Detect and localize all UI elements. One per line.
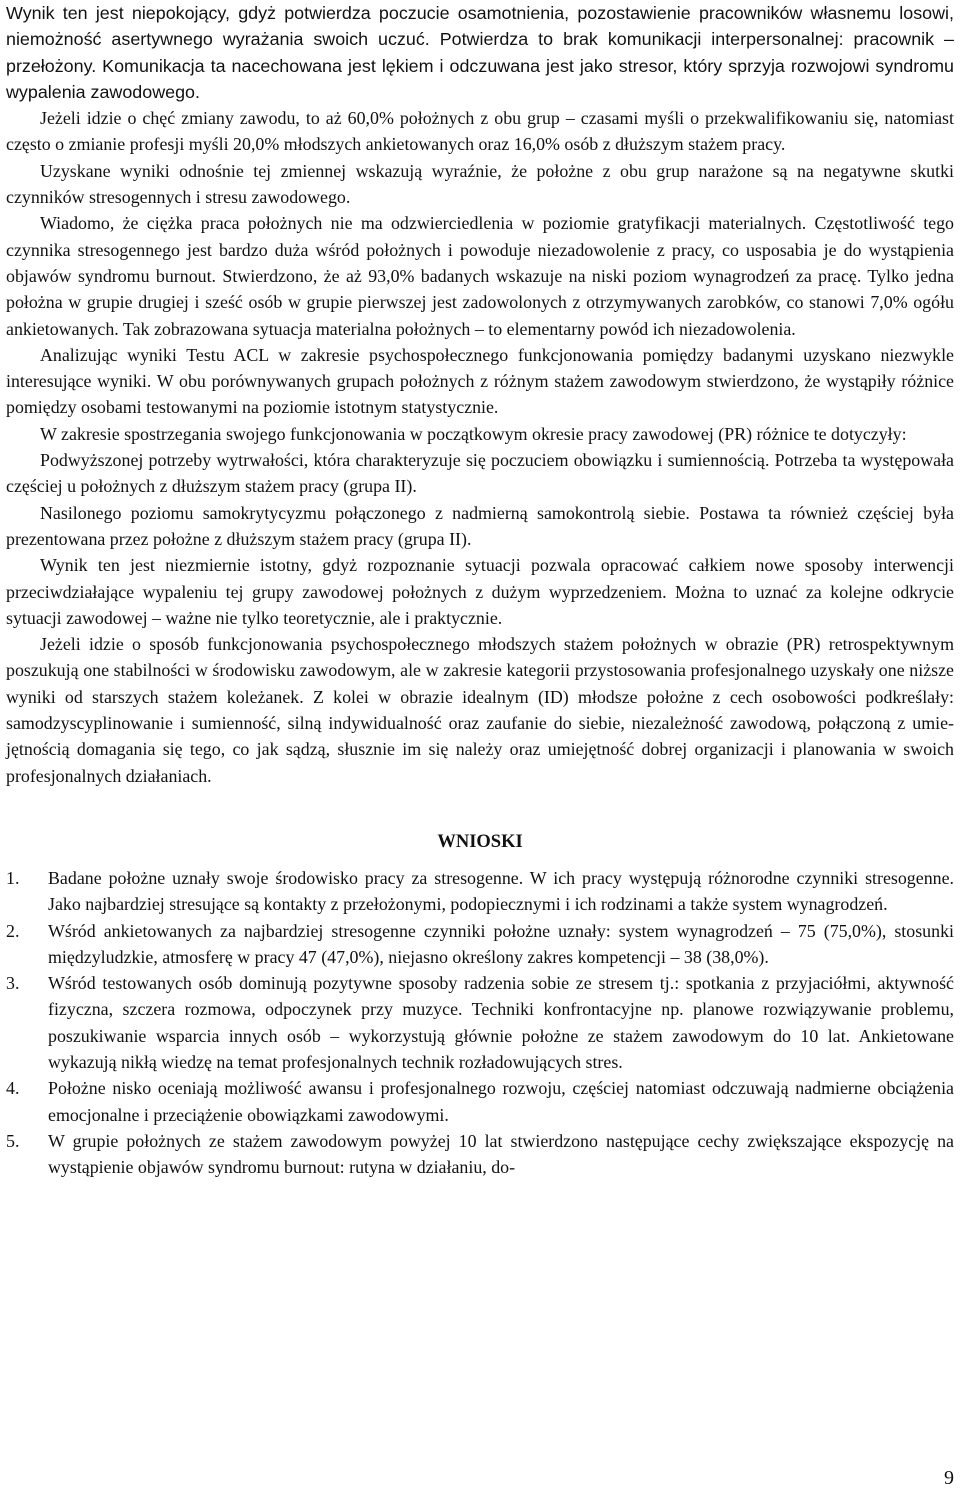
paragraph: Wynik ten jest niezmiernie istotny, gdyż rozpoznanie sytuacji pozwala opracować całkiem nowe sposoby interwencji przeciwdziałające wypaleniu tej grupy zawodowej położnych z dużym wyprzedzeniem. Można to uznać za kolejne odkrycie sytuacji zawodowej – ważne nie tylko teoretycznie, ale i praktycznie. bbox=[6, 555, 954, 628]
list-number: 1. bbox=[6, 867, 20, 888]
page-number: 9 bbox=[944, 1467, 954, 1489]
list-item-text: W grupie położnych ze stażem zawodowym powyżej 10 lat stwierdzono następujące cechy zwiększające ekspozycję na wystąpienie objawów syndromu burnout: rutyna w działaniu, do- bbox=[48, 1130, 954, 1178]
list-number: 2. bbox=[6, 920, 20, 941]
list-item bbox=[6, 970, 954, 1075]
paragraph: Nasilonego poziomu samokrytycyzmu połączonego z nadmierną samokontrolą siebie. Postawa ta również częściej była prezentowana przez położne z dłuższym stażem pracy (grupa II). bbox=[6, 502, 954, 549]
paragraph: Jeżeli idzie o chęć zmiany zawodu, to aż 60,0% położnych z obu grup – czasami myśli o przekwalifikowaniu się, natomiast często o zmianie profesji myśli 20,0% młodszych ankietowanych oraz 16,0% osób z dłuższym stażem pracy. bbox=[6, 108, 954, 155]
list-item-text: Wśród ankietowanych za najbardziej stresogenne czynniki położne uznały: system wynagrodzeń – 75 (75,0%), stosunki międzyludzkie, atmosferę w pracy 47 (47,0%), niejasno określony zakres kompetencji – 38 (38,0%). bbox=[48, 920, 954, 967]
section-heading: WNIOSKI bbox=[437, 831, 523, 852]
paragraph: Analizując wyniki Testu ACL w zakresie psychospołecznego funkcjonowania pomiędzy badanymi uzyskano niezwykle interesujące wyniki. W obu porównywanych grupach położnych z różnym stażem zawodowym stwierdzono, że wystąpiły różnice pomiędzy osobami testowanymi na poziomie istotnym statystycznie. bbox=[6, 344, 954, 418]
list-number: 4. bbox=[6, 1078, 20, 1099]
list-item-text: Położne nisko oceniają możliwość awansu i profesjonalnego rozwoju, częściej natomiast odczuwają nadmierne obciążenia emocjonalne i przeciążenie obowiązkami zawodowymi. bbox=[48, 1078, 954, 1125]
list-number: 5. bbox=[6, 1130, 20, 1151]
list-item bbox=[6, 1075, 954, 1128]
list-item-text: Wśród testowanych osób dominują pozytywne sposoby radzenia sobie ze stresem tj.: spotkania z przyjaciółmi, aktywność fizyczna, szczera rozmowa, odpoczynek przy muzyce. Techniki konfrontacyjne np. planowe rozwiązywanie problemu, poszukiwanie wsparcia innych osób – wykorzystują głównie położne ze stażem zawodowym do 10 lat. Ankietowane wykazują nikłą wiedzę na temat profesjonalnych technik rozładowujących stres. bbox=[48, 973, 954, 1072]
list-item-text: Badane położne uznały swoje środowisko pracy za stresogenne. W ich pracy występują różnorodne czynniki stresogenne. Jako najbardziej stresujące są kontakty z przełożonymi, podopiecznymi i ich rodzinami a także system wynagrodzeń. bbox=[48, 867, 954, 915]
list-number: 3. bbox=[6, 973, 20, 994]
conclusions-list bbox=[6, 865, 954, 1181]
paragraph: W zakresie spostrzegania swojego funkcjonowania w początkowym okresie pracy zawodowej (PR) różnice te dotyczyły: bbox=[40, 423, 907, 444]
paragraph: Jeżeli idzie o sposób funkcjonowania psychospołecznego młodszych stażem położnych w obrazie (PR) retrospektywnym poszukują one stabilności w środowisku zawodowym, ale w zakresie kategorii przystosowania profesjonalnego uzyskały one niższe wyniki od starszych stażem koleżanek. Z kolei w obrazie idealnym (ID) młodsze położne z cech osobowości podkreślały: samodzyscyplinowanie i sumienność, silną indywidualność oraz zaufanie do siebie, niezależność zawodową, połączoną z umiejętnością domagania się tego, co jak sądzą, słusznie im się należy oraz umiejętność dobrej organizacji i planowania w swoich profesjonalnych działaniach. bbox=[6, 634, 954, 786]
paragraph: Podwyższonej potrzeby wytrwałości, która charakteryzuje się poczuciem obowiązku i sumiennością. Potrzeba ta występowała częściej u położnych z dłuższym stażem pracy (grupa II). bbox=[6, 450, 954, 497]
list-item bbox=[6, 865, 954, 918]
paragraph: Wiadomo, że ciężka praca położnych nie ma odzwierciedlenia w poziomie gratyfikacji materialnych. Częstotliwość tego czynnika stresogennego jest bardzo duża wśród położnych i powoduje niezadowolenie z pracy, co usposabia je do wystąpienia objawów syndromu burnout. Stwierdzono, że aż 93,0% badanych wskazuje na niski poziom wynagrodzeń za pracę. Tylko jedna położna w grupie drugiej i sześć osób w grupie pierwszej jest zadowolonych z otrzymywanych zarobków, co stanowi 7,0% ogółu ankietowanych. Tak zobrazowana sytuacja materialna położnych – to elementarny powód ich niezadowolenia. bbox=[6, 213, 954, 339]
body-text bbox=[6, 0, 954, 789]
list-item bbox=[6, 918, 954, 971]
list-item bbox=[6, 1128, 954, 1181]
paragraph: Uzyskane wyniki odnośnie tej zmiennej wskazują wyraźnie, że położne z obu grup narażone są na negatywne skutki czynników stresogennych i stresu zawodowego. bbox=[6, 160, 954, 208]
document-page bbox=[6, 0, 954, 1180]
paragraph: Wynik ten jest niepokojący, gdyż potwierdza poczucie osamotnienia, pozostawienie pracowników własnemu losowi, niemożność asertywnego wyrażania swoich uczuć. Potwierdza to brak komunikacji interpersonalnej: pracownik – przełożony. Komunikacja ta nacechowana jest lękiem i odczuwana jest jako stresor, który sprzyja rozwojowi syndromu wypalenia zawodowego. bbox=[6, 3, 954, 102]
